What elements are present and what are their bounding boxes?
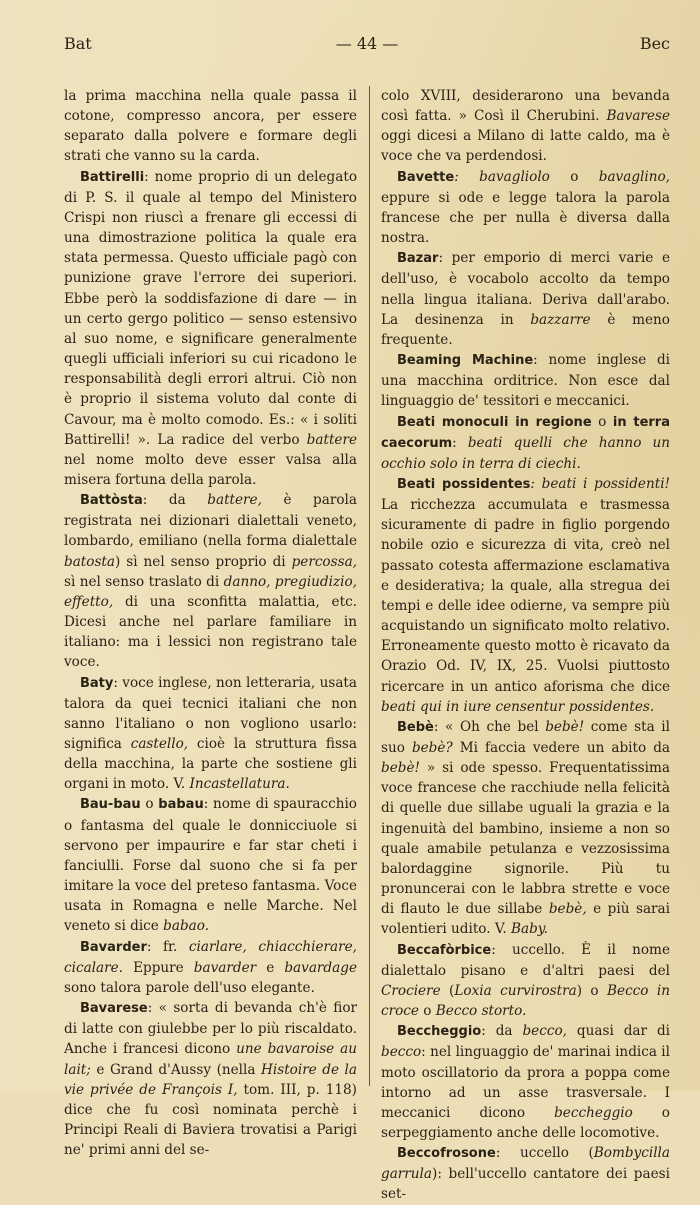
entry-bazar: Bazar: per emporio di merci varie e dell'uso, è vocabolo accolto da tempo nella lingua italiana. Deriva dall'arabo. La desinenza in bazzarre è meno frequente. [381,250,670,348]
entry-bavarder: Bavarder: fr. ciarlare, chiacchierare, cicalare. Eppure bavarder e bavardage sono talora parole dell'uso elegante. [64,938,357,996]
entry-beccaforbice: Beccafòrbice: uccello. È il nome dialettalo pisano e d'altri paesi del Crociere (Loxia curvirostra) o Becco in croce o Becco storto. [381,941,670,1020]
right-column [381,86,670,1205]
entry-battosta: Battòsta: da battere, è parola registrata nei dizionari dialettali veneto, lombardo, emiliano (nella forma dialettale batosta) sì nel senso proprio di percossa, sì nel senso traslato di danno, pregiudizio, effetto, di una sconfitta malattia, etc. Dicesi anche nel parlare familiare in italiano: ma i lessici non registrano tale voce. [64,492,358,671]
entry-beccofrosone: Beccofrosone: uccello (Bombycilla garrula): bell'uccello cantatore dei paesi set- [381,1145,670,1203]
entry-bau-bau: Bau-bau o babau: nome di spauracchio o fantasma del quale le donnicciuole si servono per impaurire e far star cheti i fanciulli. Forse dal suono che si fa per imitare la voce del preteso fantasma. Voce usata in Romagna e nelle Marche. Nel veneto si dice babao. [64,796,357,935]
header-right-catchword: Bec [639,34,670,53]
header-left-catchword: Bat [64,34,92,53]
entry-beaming-machine: Beaming Machine: nome inglese di una macchina orditrice. Non esce dal linguaggio de' tessitori e meccanici. [381,352,670,410]
page-number: — 44 — [335,34,399,53]
entry-continuation: colo XVIII, desiderarono una bevanda così fatta. » Così il Cherubini. Bavarese oggi dicesi a Milano di latte caldo, ma è voce che va perdendosi. [381,88,670,165]
entry-bavette: Bavette: bavagliolo o bavaglino, eppure si ode e legge talora la parola francese che per nulla è diversa dalla nostra. [381,168,670,247]
entry-bavarese: Bavarese: « sorta di bevanda ch'è fior di latte con giulebbe per lo più riscaldato. Anche i francesi dicono une bavaroise au lait; e Grand d'Aussy (nella Histoire de la vie privée de François I, tom. III, p. 118) dice che fu così nominata perchè i Principi Reali di Baviera trovatisi a Parigi ne' primi anni del se- [64,1000,357,1159]
entry-beati-possidentes: Beati possidentes: beati i possidenti! La ricchezza accumulata e trasmessa sicuramente di padre in figlio porgendo nobile ozio e sicurezza di vita, creò nel passato cotesta affermazione esclamativa e desiderativa; la quale, alla stregua dei tempi e delle idee odierne, va sempre più acquistando un significato molto relativo. Erroneamente questo motto è ricavato da Orazio Od. IV, IX, 25. Vuolsi piuttosto ricercare in un antico aforisma che dice beati qui in iure censentur possidentes. [381,475,671,715]
entry-beccheggio: Beccheggio: da becco, quasi dar di becco: nel linguaggio de' marinai indica il moto oscillatorio da prora a poppa come intorno ad un asse trasversale. I meccanici dicono beccheggio o serpeggiamento anche delle locomotive. [381,1023,671,1141]
entry-continuation: la prima macchina nella quale passa il cotone, compresso ancora, per essere separato dalla polvere e formare degli strati che vanno su la carda. [64,88,357,165]
page-header [64,34,670,58]
entry-bebe: Bebè: « Oh che bel bebè! come sta il suo bebè? Mi faccia vedere un abito da bebè! » si ode spesso. Frequentatissima voce francese che racchiude nella felicità di quelle due sillabe uguali la grazia e la ingenuità del bambino, insieme a non so quale amabile petulanza e vezzosissima balordaggine signorile. Più tu pronuncerai con le labbra strette e voce di flauto le due sillabe bebè, e più sarai volentieri udito. V. Baby. [381,718,670,938]
entry-beati-monoculi: Beati monoculi in regione o in terra caecorum: beati quelli che hanno un occhio solo in terra di ciechi. [381,413,671,472]
left-column [64,86,357,1160]
column-divider [369,86,370,1086]
entry-baty: Baty: voce inglese, non letteraria, usata talora da quei tecnici italiani che non sanno l'italiano o non vogliono usarlo: significa castello, cioè la struttura fissa della macchina, la parte che sostiene gli organi in moto. V. Incastellatura. [64,674,357,793]
entry-battirelli: Battirelli: nome proprio di un delegato di P. S. il quale al tempo del Ministero Crispi non riuscì a frenare gli eccessi di una dimostrazione politica la quale era stata permessa. Questo ufficiale pagò con punizione grave l'errore dei superiori. Ebbe però la soddisfazione di dare — in un certo gergo politico — senso estensivo al suo nome, e significare generalmente quegli ufficiali inferiori su cui ricadono le responsabilità degli errori altrui. Ciò non è proprio il sistema voluto dal conte di Cavour, ma è molto comodo. Es.: « i soliti Battirelli! ». La radice del verbo battere nel nome molto deve esser valsa alla misera fortuna della parola. [64,168,357,488]
